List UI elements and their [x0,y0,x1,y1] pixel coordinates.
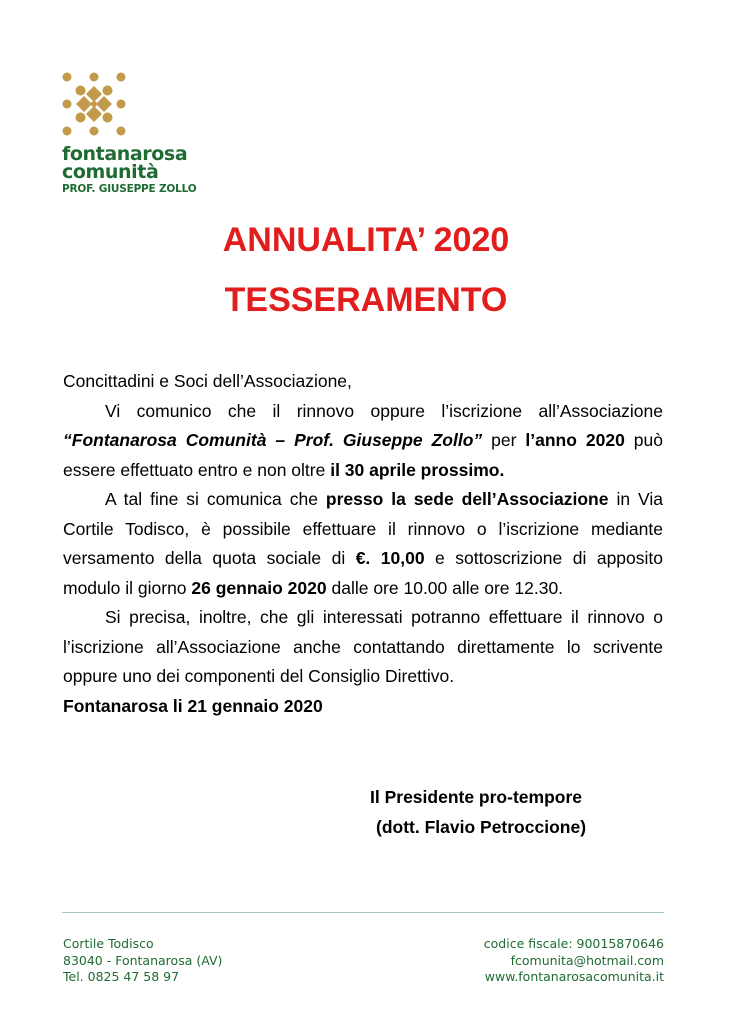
p2-text-c: in Via Cortile Todisco, è possibile effettuare il rinnovo o l’iscrizione mediante versamento della quota sociale di [63,489,663,568]
footer-email[interactable]: fcomunita@hotmail.com [510,952,664,968]
salutation: Concittadini e Soci dell’Associazione, [63,371,352,391]
p2-date: 26 gennaio 2020 [191,577,327,598]
p2-text-e: e sottoscrizione di apposito modulo il giorno [63,548,664,598]
p1-text-a: Vi comunico che il rinnovo oppure l’iscrizione all’Associazione [105,400,663,421]
logo-name-line2: comunità [62,161,159,183]
p1-association-name: “Fontanarosa Comunità – Prof. Giuseppe Zollo” [63,430,483,450]
footer-phone: Tel. 0825 47 58 97 [63,969,180,984]
p2-fee: €. 10,00 [355,548,425,568]
p1-text-c: per [482,430,526,450]
p1-year: l’anno 2020 [525,430,625,450]
footer-address [63,936,222,986]
logo-subtitle: PROF. GIUSEPPE ZOLLO [62,183,197,195]
signature-line1: Il Presidente pro-tempore [370,787,582,807]
p2-text-a: A tal fine si comunica che [105,489,326,509]
footer-website[interactable]: www.fontanarosacomunita.it [484,969,664,984]
paragraph-3: Si precisa, inoltre, che gli interessati potranno effettuare il rinnovo o l’iscrizione all’Associazione anche contattando direttamente lo scrivente oppure uno dei componenti del Consiglio Direttivo. [63,607,663,686]
p2-text-g: dalle ore 10.00 alle ore 12.30. [326,577,564,598]
paragraph-2 [63,485,663,603]
logo-name [62,145,187,181]
footer-address-line1: Cortile Todisco [63,936,154,951]
title-line2: TESSERAMENTO [224,281,508,319]
p1-text-e: può essere effettuato entro e non oltre [63,430,663,480]
footer-contacts [484,936,664,986]
letter-body [63,367,663,721]
place-date: Fontanarosa li 21 gennaio 2020 [63,695,323,716]
title-line1: ANNUALITA’ 2020 [222,221,510,259]
logo-name-line1: fontanarosa [62,143,188,165]
footer-address-line2: 83040 - Fontanarosa (AV) [63,952,223,968]
p1-deadline: il 30 aprile prossimo. [330,459,505,480]
p2-location: presso la sede dell’Associazione [325,489,609,509]
footer-fiscal-code: codice fiscale: 90015870646 [483,936,664,951]
paragraph-1 [63,397,663,486]
logo-mark-icon [62,72,126,136]
signature [370,783,586,842]
signature-line2: (dott. Flavio Petroccione) [376,816,587,837]
footer-divider [62,912,664,913]
